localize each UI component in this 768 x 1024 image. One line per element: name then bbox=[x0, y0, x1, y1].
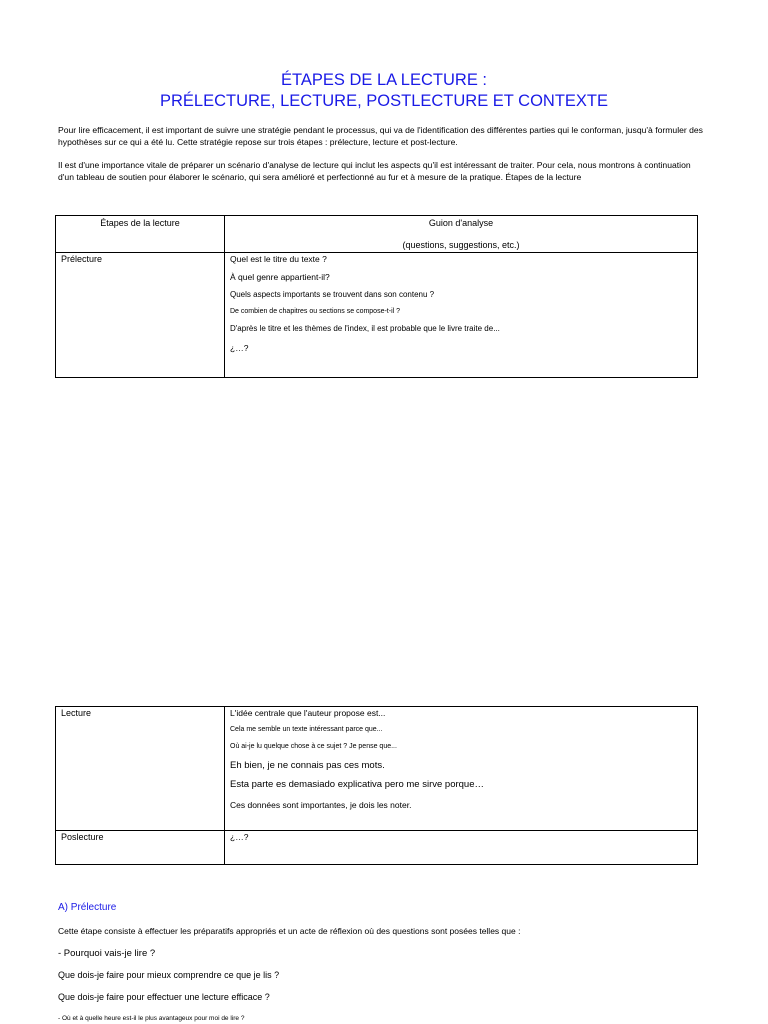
question-item: Cela me semble un texte intéressant parce que... bbox=[230, 726, 383, 733]
intro-paragraph-1: Pour lire efficacement, il est important de suivre une stratégie pendant le processus, qui va de l'identification des différentes parties qui le conforman, jusqu'à formuler des hypothèses sur ce qui a été lu. Cette stratégie repose sur trois étapes : prélecture, lecture et post-lecture. bbox=[58, 125, 703, 147]
stage-label-lecture: Lecture bbox=[56, 707, 225, 831]
reading-stages-table-continued bbox=[55, 706, 698, 865]
question-item: Quels aspects importants se trouvent dans son contenu ? bbox=[230, 290, 435, 299]
question-item: À quel genre appartient-il? bbox=[230, 272, 330, 282]
question-item: ¿…? bbox=[230, 832, 249, 842]
question-item: De combien de chapitres ou sections se compose-t-il ? bbox=[230, 308, 401, 315]
question-item: L'idée centrale que l'auteur propose est... bbox=[230, 708, 386, 718]
table-header-row bbox=[56, 216, 698, 253]
section-a-line: - Pourquoi vais-je lire ? bbox=[58, 948, 156, 959]
table-row-poslecture bbox=[56, 831, 698, 865]
section-a-intro: Cette étape consiste à effectuer les préparatifs appropriés et un acte de réflexion où des questions sont posées telles que : bbox=[58, 926, 521, 936]
stage-label-prelecture: Prélecture bbox=[56, 253, 225, 378]
questions-lecture bbox=[225, 707, 698, 831]
section-a-heading: A) Prélecture bbox=[58, 902, 117, 913]
header-stages-label: Étapes de la lecture bbox=[100, 218, 180, 228]
question-item: D'après le titre et les thèmes de l'index, il est probable que le livre traite de... bbox=[230, 324, 500, 333]
stage-label-poslecture: Poslecture bbox=[56, 831, 225, 865]
questions-prelecture bbox=[225, 253, 698, 378]
section-a-line: Que dois-je faire pour mieux comprendre ce que je lis ? bbox=[58, 970, 280, 980]
header-guide-label: Guion d'analyse bbox=[428, 218, 494, 228]
reading-stages-table bbox=[55, 215, 698, 378]
header-stages bbox=[56, 216, 225, 253]
header-guide-sublabel: (questions, suggestions, etc.) bbox=[402, 240, 520, 250]
section-a-line: Que dois-je faire pour effectuer une lecture efficace ? bbox=[58, 992, 270, 1002]
intro-paragraph-2: Il est d'une importance vitale de préparer un scénario d'analyse de lecture qui inclut les aspects qu'il est intéressant de traiter. Pour cela, nous montrons à continuation d'un tableau de soutien pour élaborer le scénario, qui sera amélioré et perfectionné au fur et à mesure de la pratique. Étapes de la lecture bbox=[58, 160, 691, 182]
section-a-line: - Où et à quelle heure est-il le plus avantageux pour moi de lire ? bbox=[58, 1015, 245, 1022]
question-item: Eh bien, je ne connais pas ces mots. bbox=[230, 760, 385, 771]
header-guide bbox=[225, 216, 698, 253]
page-title-line2: PRÉLECTURE, LECTURE, POSTLECTURE ET CONTEXTE bbox=[159, 92, 609, 110]
question-item: ¿…? bbox=[230, 343, 249, 353]
table-row-prelecture bbox=[56, 253, 698, 378]
question-item: Ces données sont importantes, je dois les noter. bbox=[230, 800, 412, 810]
table-row-lecture bbox=[56, 707, 698, 831]
question-item: Quel est le titre du texte ? bbox=[230, 254, 327, 264]
question-item: Où ai-je lu quelque chose à ce sujet ? Je pense que... bbox=[230, 743, 397, 750]
page-title-line1: ÉTAPES DE LA LECTURE : bbox=[280, 71, 487, 89]
questions-poslecture bbox=[225, 831, 698, 865]
question-item: Esta parte es demasiado explicativa pero me sirve porque… bbox=[230, 779, 484, 790]
